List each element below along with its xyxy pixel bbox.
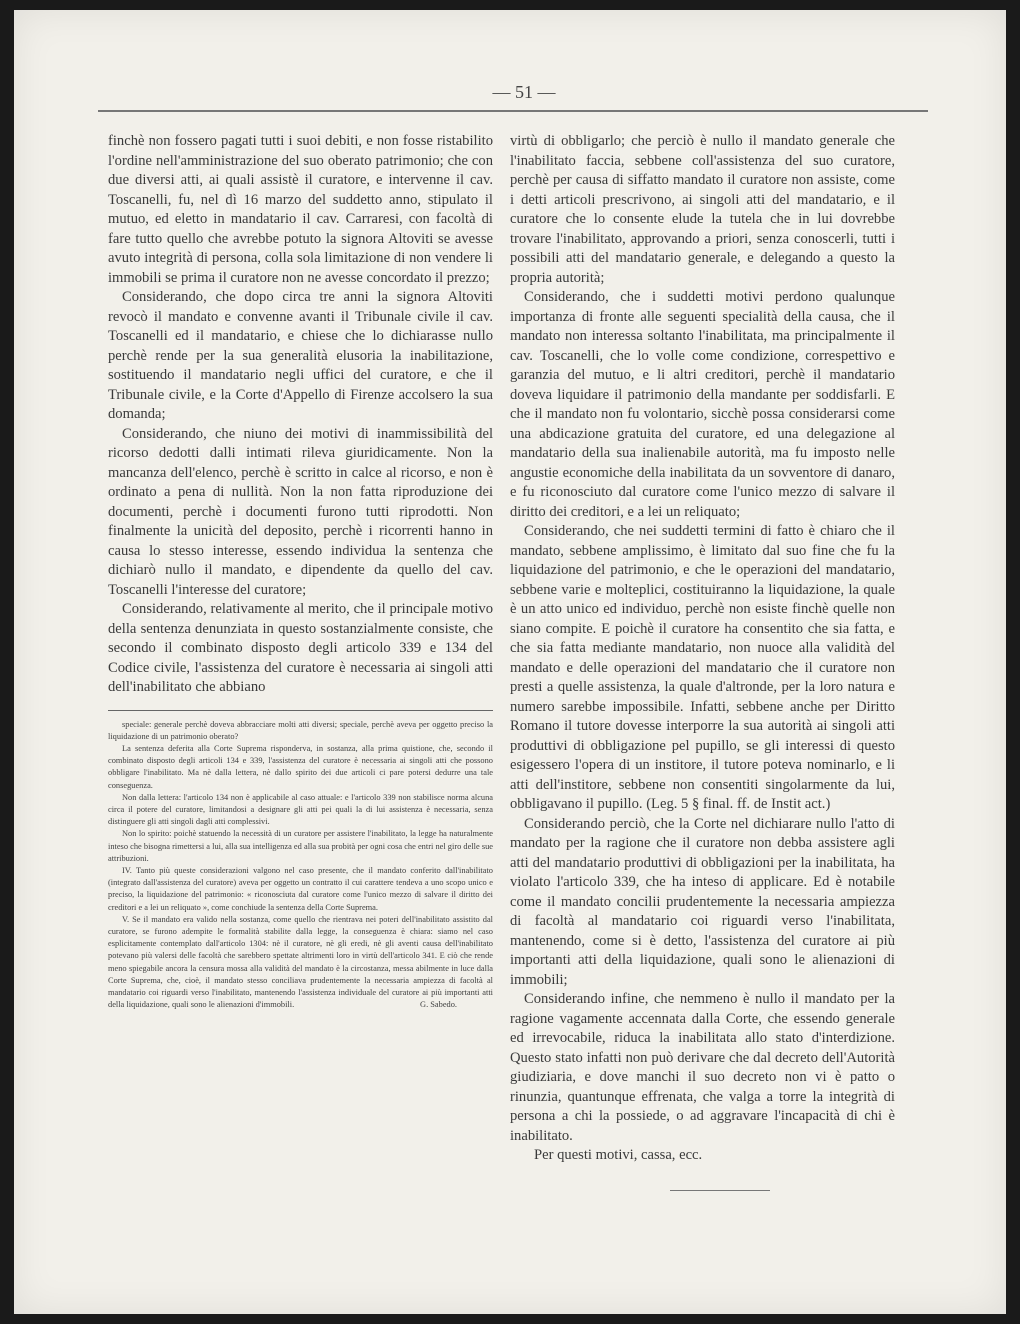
right-paragraph-1: virtù di obbligarlo; che perciò è nullo il mandato generale che l'inabilitato faccia, sebbene coll'assistenza del suo curatore, perchè per causa di siffatto mandato il curatore non assiste, come i detti articoli prescrivono, ai singoli atti del mandatario, e il curatore che lo consente elude la tutela che in lui dovrebbe trovare l'inabilitato, approvando a priori, senza conoscerli, tutti i possibili atti del mandatario generale, e delegando a questo la propria autorità; bbox=[510, 133, 895, 286]
right-paragraph-3: Considerando, che nei suddetti termini di fatto è chiaro che il mandato, sebbene amplissimo, è limitato dal suo fine che fu la liquidazione del patrimonio, e che le operazioni del mandatario, sebbene varie e molteplici, costituiranno la liquidazione, la quale è un atto unico ed individuo, perchè non esiste finchè quelle non siano compite. E poichè il curatore ha consentito che sia fatta, e che sia fatta mediante mandatario, non nuoce alla validità del mandato e delle operazioni del mandatario che il curatore non presti a quelle assistenza, la quale d'altronde, per la loro natura e numero sarebbe impossibile. Infatti, sebbene anche per Diritto Romano il tutore dovesse interporre la sua autorità ai singoli atti produttivi di obbligazione pel pupillo, se gli interessi di questo esigessero l'opera di un institore, il tutore poteva nominarlo, e li atti dell'institore, sebbene non consentiti singolarmente da lui, obbligavano il pupillo. (Leg. 5 § final. ff. de Instit act.) bbox=[510, 523, 895, 812]
closing-line: Per questi motivi, cassa, ecc. bbox=[534, 1147, 703, 1163]
left-paragraph-3: Considerando, che niuno dei motivi di inammissibilità del ricorso dedotti dalli intimati rileva giuridicamente. Non la mancanza dell'elenco, perchè è scritto in calce al ricorso, e non è ordinato a pena di nullità. Non la non fatta riproduzione dei documenti, perchè i documenti furono tutti riprodotti. Non finalmente la unicità del deposito, perchè i ricorrenti hanno in causa lo stesso interesse, essendo individua la sentenza che dichiarò nullo il mandato, e dipendente da quello del cav. Toscanelli l'interesse del curatore; bbox=[108, 425, 493, 598]
footnote-1: speciale: generale perchè doveva abbracciare molti atti diversi; speciale, perchè aveva per oggetto preciso la liquidazione di un patrimonio oberato? bbox=[108, 719, 493, 741]
end-rule bbox=[670, 1190, 770, 1191]
right-paragraph-2: Considerando, che i suddetti motivi perdono qualunque importanza di fronte alle seguenti specialità della causa, che il mandato non interessa soltanto l'inabilitata, ma principalmente il cav. Toscanelli, che lo volle come condizione, correspettivo e garanzia del mutuo, e li altri creditori, perchè il mandatario doveva liquidare il patrimonio della mandante per soddisfarli. E che il mandato non fu volontario, sicchè possa considerarsi come una abdicazione gratuita del curatore, ed una delegazione al mandatario della sua inalienabile autorità, ma fu imposto nelle angustie economiche della inabilitata da un sovventore di danaro, e fu riconosciuto dal curatore come l'unico mezzo di salvare il diritto dei creditori, e a lei un reliquato; bbox=[510, 289, 895, 520]
footnote-5: IV. Tanto più queste considerazioni valgono nel caso presente, che il mandato conferito dall'inabilitato (integrato dall'assistenza del curatore) aveva per oggetto un contratto il cui carattere tendeva a uno scopo unico e preciso, la liquidazione del patrimonio: « riconosciuta dal curatore come l'unico mezzo di salvare il diritto dei creditori e a lei un reliquato », come conchiude la sentenza della Corte Suprema. bbox=[108, 865, 493, 912]
footnote-rule bbox=[108, 710, 493, 711]
footnote-6-text: V. Se il mandato era valido nella sostanza, come quello che rientrava nei poteri dell'inabilitato assistito dal curatore, se furono adempite le formalità stabilite dalla legge, la conseguenza è chiara: siamo nel caso esplicitamente contemplato dall'articolo 1304: nè il curatore, nè gli eredi, nè gli aventi causa dell'inabilitato potevano più valersi delle facoltà che sarebbero spettate altrimenti loro in virtù dell'articolo 341. E ciò che rende meno spiegabile ancora la censura mossa alla validità del mandato è la circostanza, messa abilmente in luce dalla Corte Suprema, che, cioè, il mandato stesso conciliava prudentemente la necessaria ampiezza di facoltà al mandatario coi riguardi verso l'inabilitato, mantenendo l'assistenza individuale del curatore ai più importanti atti della liquidazione, quali sono le alienazioni d'immobili. bbox=[108, 914, 493, 1010]
footnote-6 bbox=[108, 914, 493, 1012]
footnote-signature: G. Sabedo. bbox=[420, 1000, 457, 1010]
right-paragraph-4: Considerando perciò, che la Corte nel dichiarare nullo l'atto di mandato per la ragione che il curatore non debba assistere agli atti del mandatario produttivi di obbligazioni per la inabilitata, ha violato l'articolo 339, che ha inteso di applicare. Ed è notabile come il mandato concilii prudentemente la necessaria ampiezza di facoltà al mandatario coi riguardi verso l'inabilitata, mantenendo, come si è detto, l'assistenza del curatore ai più importanti atti della liquidazione, quali sono le alienazioni di immobili; bbox=[510, 815, 895, 988]
left-paragraph-4: Considerando, relativamente al merito, che il principale motivo della sentenza denunziata in questo sostanzialmente consiste, che secondo il combinato disposto degli articolo 339 e 134 del Codice civile, l'assistenza del curatore è necessaria ai singoli atti dell'inabilitato che abbiano bbox=[108, 601, 493, 695]
header-rule bbox=[98, 110, 928, 112]
left-column bbox=[108, 132, 493, 1011]
footnotes bbox=[108, 719, 493, 1012]
left-paragraph-2: Considerando, che dopo circa tre anni la signora Altoviti revocò il mandato e convenne avanti il Tribunale civile il cav. Toscanelli ed il mandatario, e chiese che lo dichiarasse nullo perchè rende per la sua generalità elusoria la inabilitazione, sostituendo il mandatario negli uffici del curatore, e che il Tribunale civile, e la Corte d'Appello di Firenze accolsero la sua domanda; bbox=[108, 289, 493, 422]
footnote-3: Non dalla lettera: l'articolo 134 non è applicabile al caso attuale: e l'articolo 339 non stabilisce norma alcuna circa il potere del curatore, limitandosi a designare gli atti pei quali la di lui assistenza è necessaria, senza distinguere gli atti singoli dagli atti complessivi. bbox=[108, 792, 493, 827]
page-sheet bbox=[14, 10, 1006, 1314]
right-column bbox=[510, 132, 895, 1191]
footnote-2: La sentenza deferita alla Corte Suprema risponderva, in sostanza, alla prima quistione, che, secondo il combinato disposto degli articoli 134 e 339, l'assistenza del curatore è necessaria ai singoli atti che possono obbligare l'inabilitato. Ma nè dalla lettera, nè dallo spirito dei due articoli ci pare potersi dedurre una tale conseguenza. bbox=[108, 743, 493, 790]
footnote-4: Non lo spirito: poichè statuendo la necessità di un curatore per assistere l'inabilitato, la legge ha naturalmente inteso che bisogna rimettersi a lui, alla sua intelligenza ed alla sua probità per ogni cosa che entri nel giro delle sue attribuzioni. bbox=[108, 829, 493, 863]
page-number: — 51 — bbox=[492, 82, 556, 102]
left-paragraph-1: finchè non fossero pagati tutti i suoi debiti, e non fosse ristabilito l'ordine nell'amministrazione del suo oberato patrimonio; che con due diversi atti, ai quali assistè il curatore, e intervenne il cav. Toscanelli, fu, nel dì 16 marzo del suddetto anno, stipulato il mutuo, ed eletto in mandatario il cav. Carraresi, con facoltà di fare tutto quello che avrebbe potuto la signora Altoviti se avesse avuto integrità di persona, colla sola limitazione di non vendere li immobili se prima il curatore non ne avesse concordato il prezzo; bbox=[108, 133, 493, 286]
right-paragraph-5: Considerando infine, che nemmeno è nullo il mandato per la ragione vagamente accennata dalla Corte, che essendo generale ed irrevocabile, riduca la inabilitata allo stato d'interdizione. Questo stato infatti non può derivare che dal decreto dell'Autorità giudiziaria, e dove manchi il suo decreto non vi è patto o rinunzia, quantunque effrenata, che valga a torre la integrità di persona a chi la possiede, o ad aggravare l'incapacità di chi è inabilitato. bbox=[510, 991, 895, 1144]
